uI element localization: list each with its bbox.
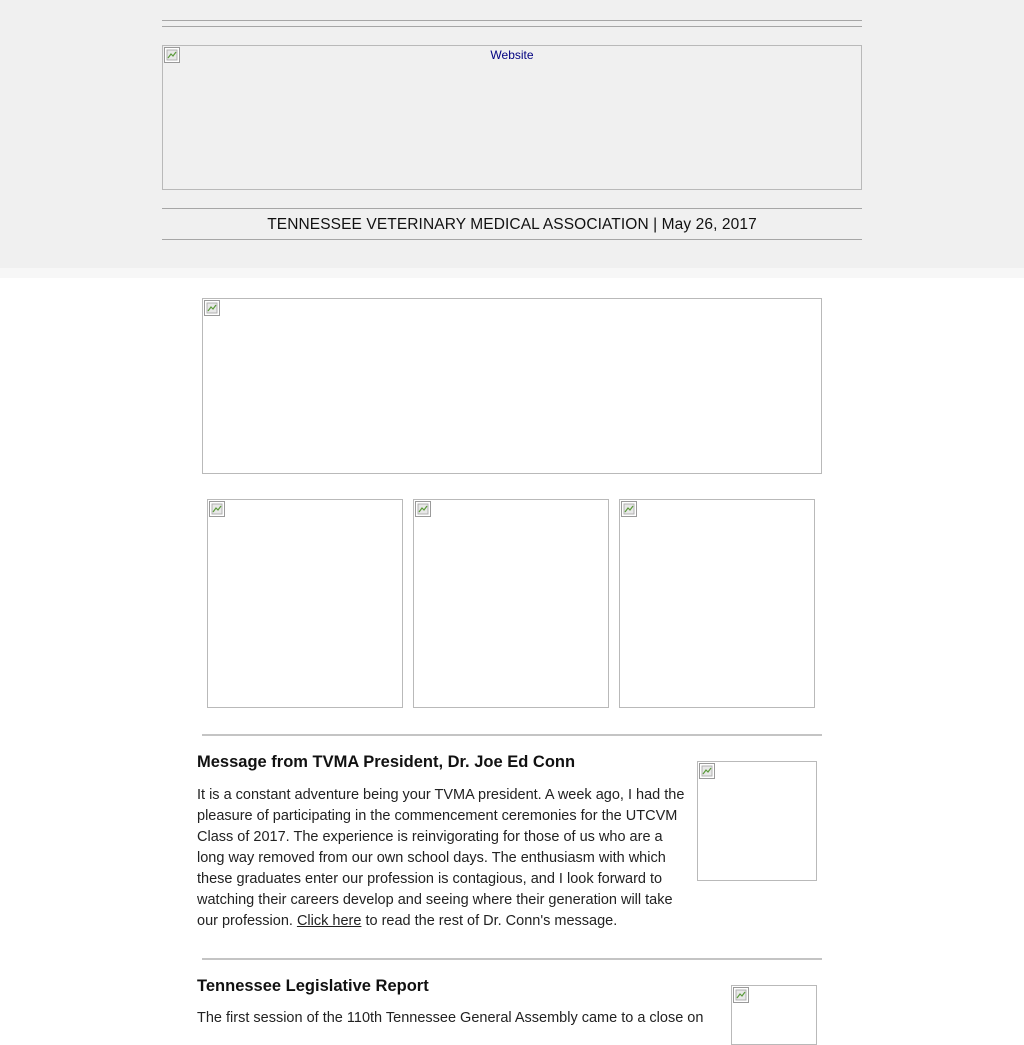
hero-image[interactable] — [202, 298, 822, 474]
legislative-report-image[interactable] — [731, 985, 817, 1045]
section-divider — [202, 958, 822, 960]
article-title-legislative-report: Tennessee Legislative Report — [197, 977, 429, 995]
feature-image-2[interactable] — [413, 499, 609, 708]
header-top-rule — [162, 20, 862, 21]
article-body-president-message — [197, 785, 687, 932]
broken-image-icon — [415, 501, 431, 517]
banner-alt-text[interactable]: Website — [490, 48, 534, 62]
broken-image-icon — [204, 300, 220, 316]
tagline-top-rule — [162, 208, 862, 209]
article-body-legislative-report: The first session of the 110th Tennessee General Assembly came to a close on — [197, 1010, 704, 1026]
section-divider — [202, 734, 822, 736]
article-title-president-message: Message from TVMA President, Dr. Joe Ed Conn — [197, 753, 576, 771]
website-banner-image[interactable] — [162, 45, 862, 190]
header-strip — [0, 268, 1024, 278]
broken-image-icon — [621, 501, 637, 517]
broken-image-icon — [699, 763, 715, 779]
header-top-rule-2 — [162, 26, 862, 27]
president-photo[interactable] — [697, 761, 817, 881]
feature-image-1[interactable] — [207, 499, 403, 708]
newsletter-tagline: TENNESSEE VETERINARY MEDICAL ASSOCIATION | May 26, 2017 — [267, 216, 757, 233]
tagline-bottom-rule — [162, 239, 862, 240]
article-link-suffix: to read the rest of Dr. Conn's message. — [361, 913, 618, 929]
click-here-link[interactable]: Click here — [296, 913, 362, 929]
article-body-text: It is a constant adventure being your TVMA president. A week ago, I had the pleasure of participating in the commencement ceremonies for the UTCVM Class of 2017. The experience is reinvigorating for those of us who are a long way removed from our own school days. The enthusiasm with which these graduates enter our profession is contagious, and I look forward to watching their careers develop and seeing where their generation will take our profession. — [197, 787, 685, 929]
broken-image-icon — [733, 987, 749, 1003]
broken-image-icon — [209, 501, 225, 517]
feature-image-3[interactable] — [619, 499, 815, 708]
